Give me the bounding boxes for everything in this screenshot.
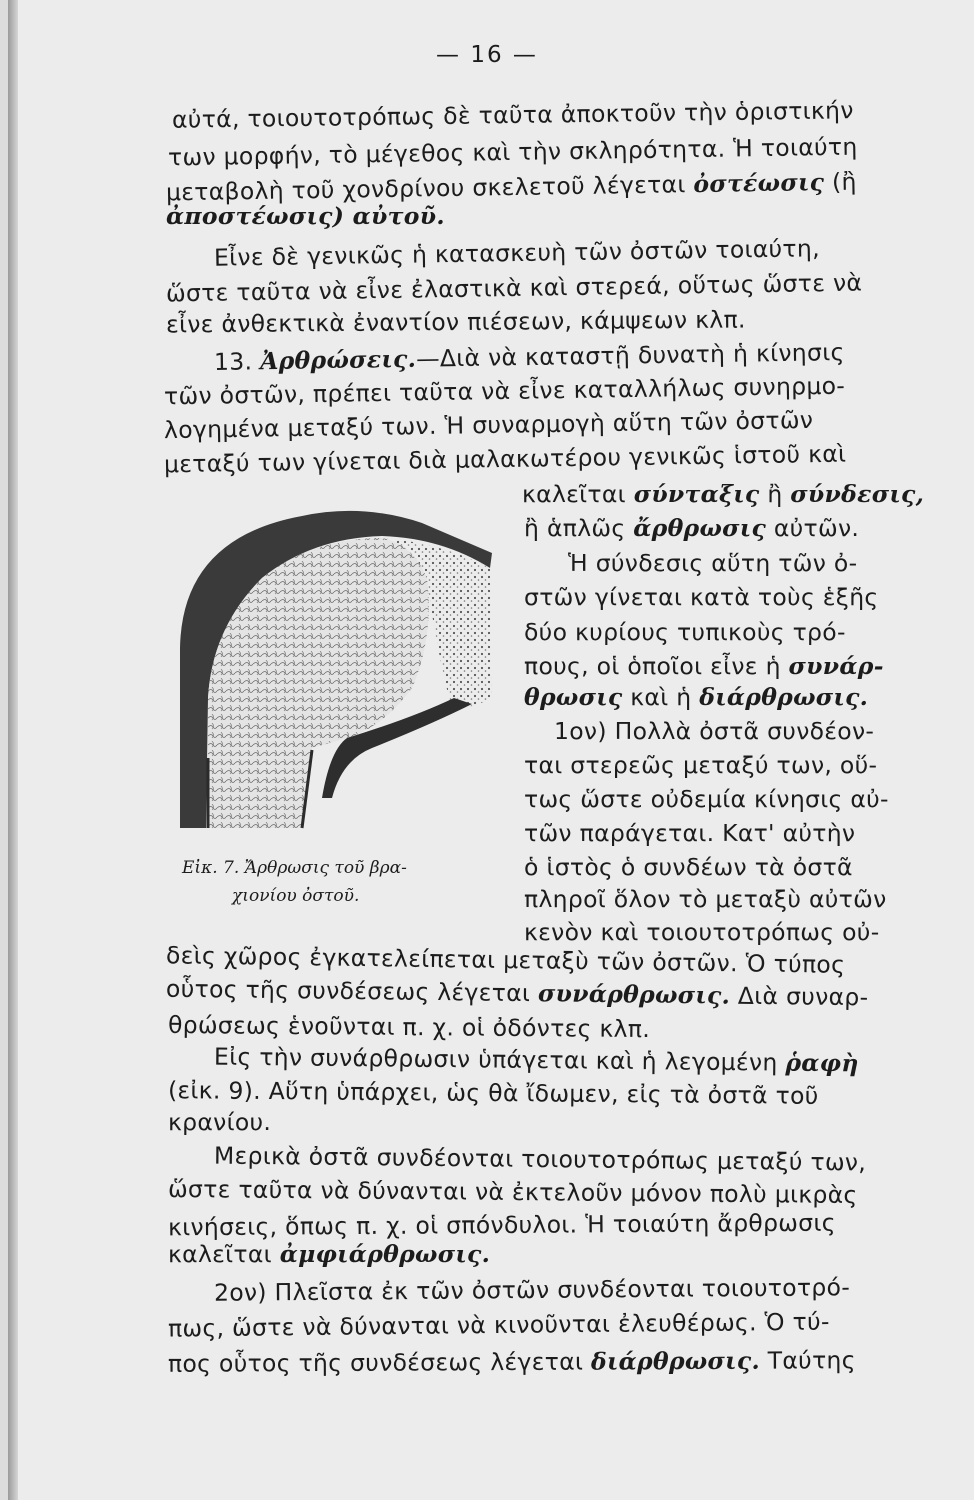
text-line: κινήσεις, ὅπως π. χ. οἱ σπόνδυλοι. Ἡ τοιαύτη ἄρθρωσις bbox=[167, 1208, 836, 1242]
text-line: τως ὥστε οὐδεμία κίνησις αὐ- bbox=[524, 785, 889, 813]
text-line: κενὸν καὶ τοιουτοτρόπως οὐ- bbox=[524, 918, 880, 946]
text-line: θρωσις καὶ ἡ διάρθρωσις. bbox=[524, 683, 869, 711]
text-line: Ἡ σύνδεσις αὕτη τῶν ὀ- bbox=[568, 549, 858, 577]
text-line: καλεῖται ἀμφιάρθρωσις. bbox=[168, 1240, 491, 1268]
text-line: μεταβολὴ τοῦ χονδρίνου σκελετοῦ λέγεται ὀστέωσις (ἢ bbox=[165, 167, 857, 207]
text-line: λογημένα μεταξύ των. Ἡ συναρμογὴ αὕτη τῶν ὀστῶν bbox=[163, 405, 814, 445]
text-line: μεταξύ των γίνεται διὰ μαλακωτέρου γενικῶς ἱστοῦ καὶ bbox=[163, 439, 847, 479]
text-line: αὐτά, τοιουτοτρόπως δὲ ταῦτα ἀποκτοῦν τὴν ὁριστικήν bbox=[171, 96, 854, 134]
text-line: ὁ ἱστὸς ὁ συνδέων τὰ ὀστᾶ bbox=[524, 853, 853, 881]
text-line: δύο κυρίους τυπικοὺς τρό- bbox=[524, 618, 846, 646]
text-line: 1ον) Πολλὰ ὀστᾶ συνδέον- bbox=[554, 717, 875, 745]
text-line: εἶνε ἀνθεκτικὰ ἐναντίον πιέσεων, κάμψεων κλπ. bbox=[165, 305, 746, 339]
text-line: πος οὗτος τῆς συνδέσεως λέγεται διάρθρωσις. Ταύτης bbox=[167, 1346, 856, 1378]
text-line: θρώσεως ἑνοῦνται π. χ. οἱ ὀδόντες κλπ. bbox=[167, 1010, 651, 1044]
figure-caption-line2: χιονίου ὀστοῦ. bbox=[232, 886, 360, 906]
text-line: ὥστε ταῦτα νὰ δύνανται νὰ ἐκτελοῦν μόνον πολὺ μικρὰς bbox=[167, 1174, 858, 1210]
text-line: πληροῖ ὅλον τὸ μεταξὺ αὐτῶν bbox=[524, 885, 887, 913]
text-line: οὗτος τῆς συνδέσεως λέγεται συνάρθρωσις. Διὰ συναρ- bbox=[165, 974, 869, 1012]
text-line: Εἶνε δὲ γενικῶς ἡ κατασκευὴ τῶν ὀστῶν τοιαύτη, bbox=[213, 234, 821, 272]
text-line: τῶν παράγεται. Κατ' αὐτὴν bbox=[524, 819, 856, 847]
text-line: ἢ ἁπλῶς ἄρθρωσις αὐτῶν. bbox=[524, 514, 860, 542]
text-line bbox=[166, 201, 445, 231]
section-heading-13: 13. Ἀρθρώσεις.—Διὰ νὰ καταστῇ δυνατὴ ἡ κίνησις bbox=[213, 338, 845, 376]
text-line: κρανίου. bbox=[168, 1108, 272, 1136]
text-line: τῶν ὀστῶν, πρέπει ταῦτα νὰ εἶνε καταλλήλως συνηρμο- bbox=[163, 371, 846, 411]
text-line: Μερικὰ ὀστᾶ συνδέονται τοιουτοτρόπως μεταξύ των, bbox=[213, 1141, 867, 1177]
page-edge-shadow bbox=[8, 0, 18, 1500]
text-line: δεὶς χῶρος ἐγκατελείπεται μεταξὺ τῶν ὀστῶν. Ὁ τύπος bbox=[165, 941, 846, 979]
text-line: 2ον) Πλεῖστα ἐκ τῶν ὀστῶν συνδέονται τοιουτοτρό- bbox=[213, 1273, 851, 1307]
text-line: πως, ὥστε νὰ δύνανται νὰ κινοῦνται ἐλευθέρως. Ὁ τύ- bbox=[167, 1307, 830, 1343]
text-line: στῶν γίνεται κατὰ τοὺς ἑξῆς bbox=[524, 583, 879, 611]
page-number: — 16 — bbox=[436, 42, 538, 68]
text-line: Εἰς τὴν συνάρθρωσιν ὑπάγεται καὶ ἡ λεγομένη ῥαφὴ bbox=[213, 1042, 859, 1078]
figure-humerus-joint bbox=[172, 498, 502, 843]
humerus-joint-illustration bbox=[172, 498, 502, 843]
text-line: πους, οἱ ὁποῖοι εἶνε ἡ συνάρ- bbox=[524, 652, 884, 680]
text-line: (εἰκ. 9). Αὕτη ὑπάρχει, ὡς θὰ ἴδωμεν, εἰς τὰ ὀστᾶ τοῦ bbox=[167, 1076, 819, 1110]
figure-caption-line1: Εἰκ. 7. Ἄρθρωσις τοῦ βρα- bbox=[182, 858, 407, 878]
text-line: ται στερεῶς μεταξύ των, οὕ- bbox=[524, 751, 878, 779]
term-arthroseis: Ἀρθρώσεις. bbox=[259, 344, 417, 376]
term-aposteosis: ἀποστέωσις) αὐτοῦ. bbox=[166, 202, 445, 230]
term-osteosis: ὀστέωσις bbox=[693, 168, 825, 199]
text-line: ὥστε ταῦτα νὰ εἶνε ἐλαστικὰ καὶ στερεά, οὕτως ὥστε νὰ bbox=[165, 268, 863, 308]
text-line: καλεῖται σύνταξις ἢ σύνδεσις, bbox=[522, 480, 925, 508]
text-line: των μορφήν, τὸ μέγεθος καὶ τὴν σκληρότητα. Ἡ τοιαύτη bbox=[167, 132, 858, 172]
